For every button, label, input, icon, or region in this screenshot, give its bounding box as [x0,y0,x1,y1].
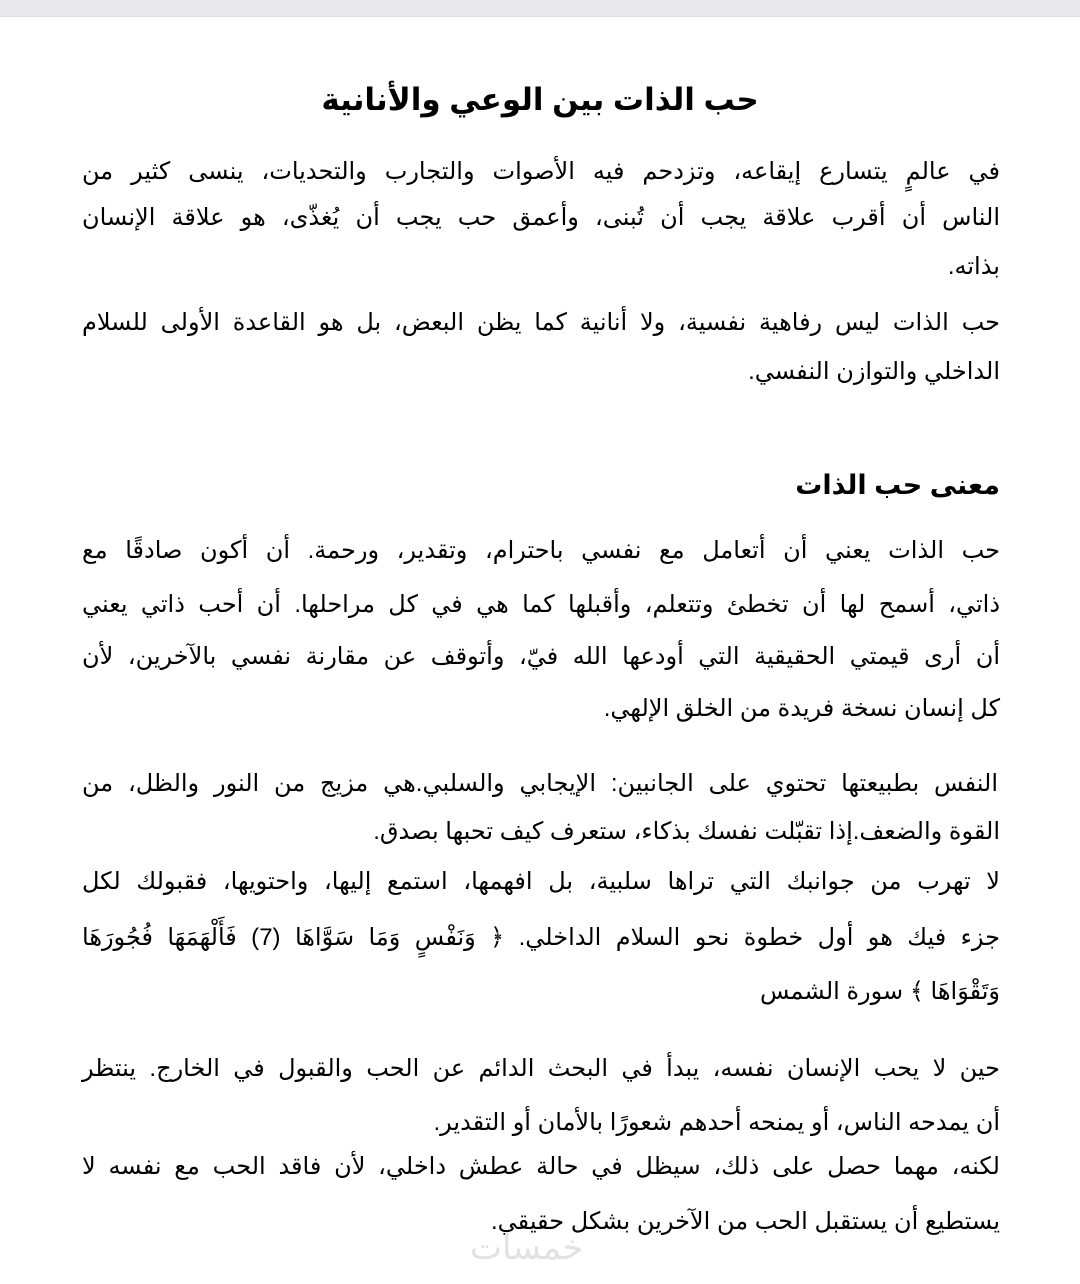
quran-verse-line: جزء فيك هو أول خطوة نحو السلام الداخلي. ﴿ وَنَفْسٍ وَمَا سَوَّاهَا (7) فَأَلْهَمَهَا فُجُورَهَا [82,924,1000,951]
without-love-line: حين لا يحب الإنسان نفسه، يبدأ في البحث الدائم عن الحب والقبول في الخارج. ينتظر [82,1055,1001,1082]
meaning-line: أن أرى قيمتي الحقيقية التي أودعها الله فيّ، وأتوقف عن مقارنة نفسي بالآخرين، لأن [82,643,1000,670]
without-love-line: يستطيع أن يستقبل الحب من الآخرين بشكل حقيقي. [491,1208,1000,1235]
nature-line: النفس بطبيعتها تحتوي على الجانبين: الإيجابي والسلبي.هي مزيج من النور والظل، من [82,770,998,797]
meaning-line: حب الذات يعني أن أتعامل مع نفسي باحترام، وتقدير، ورحمة. أن أكون صادقًا مع [82,537,1000,564]
intro-line: بذاته. [947,253,1000,280]
intro-line: الداخلي والتوازن النفسي. [748,358,1000,385]
intro-line: الناس أن أقرب علاقة يجب أن تُبنى، وأعمق حب يجب أن يُغذّى، هو علاقة الإنسان [82,204,1000,231]
section-heading: معنى حب الذات [795,470,1000,500]
nature-line: القوة والضعف.إذا تقبّلت نفسك بذكاء، ستعرف كيف تحبها بصدق. [373,818,1000,845]
nature-line: لا تهرب من جوانبك التي تراها سلبية، بل افهمها، استمع إليها، واحتويها، فقبولك لكل [82,868,1000,895]
meaning-line: ذاتي، أسمح لها أن تخطئ وتتعلم، وأقبلها كما هي في كل مراحلها. أن أحب ذاتي يعني [82,591,1000,618]
intro-line: في عالمٍ يتسارع إيقاعه، وتزدحم فيه الأصوات والتجارب والتحديات، ينسى كثير من [82,158,1000,185]
intro-line: حب الذات ليس رفاهية نفسية، ولا أنانية كما يظن البعض، بل هو القاعدة الأولى للسلام [82,309,1000,336]
quran-verse-line: وَتَقْوَاهَا ﴾ سورة الشمس [759,978,1000,1005]
document-title: حب الذات بين الوعي والأنانية [321,82,759,117]
meaning-line: كل إنسان نسخة فريدة من الخلق الإلهي. [603,695,1000,722]
watermark-logo: خمسات [470,1229,584,1267]
without-love-line: أن يمدحه الناس، أو يمنحه أحدهم شعورًا بالأمان أو التقدير. [433,1109,1000,1136]
without-love-line: لكنه، مهما حصل على ذلك، سيظل في حالة عطش داخلي، لأن فاقد الحب مع نفسه لا [82,1153,1000,1180]
